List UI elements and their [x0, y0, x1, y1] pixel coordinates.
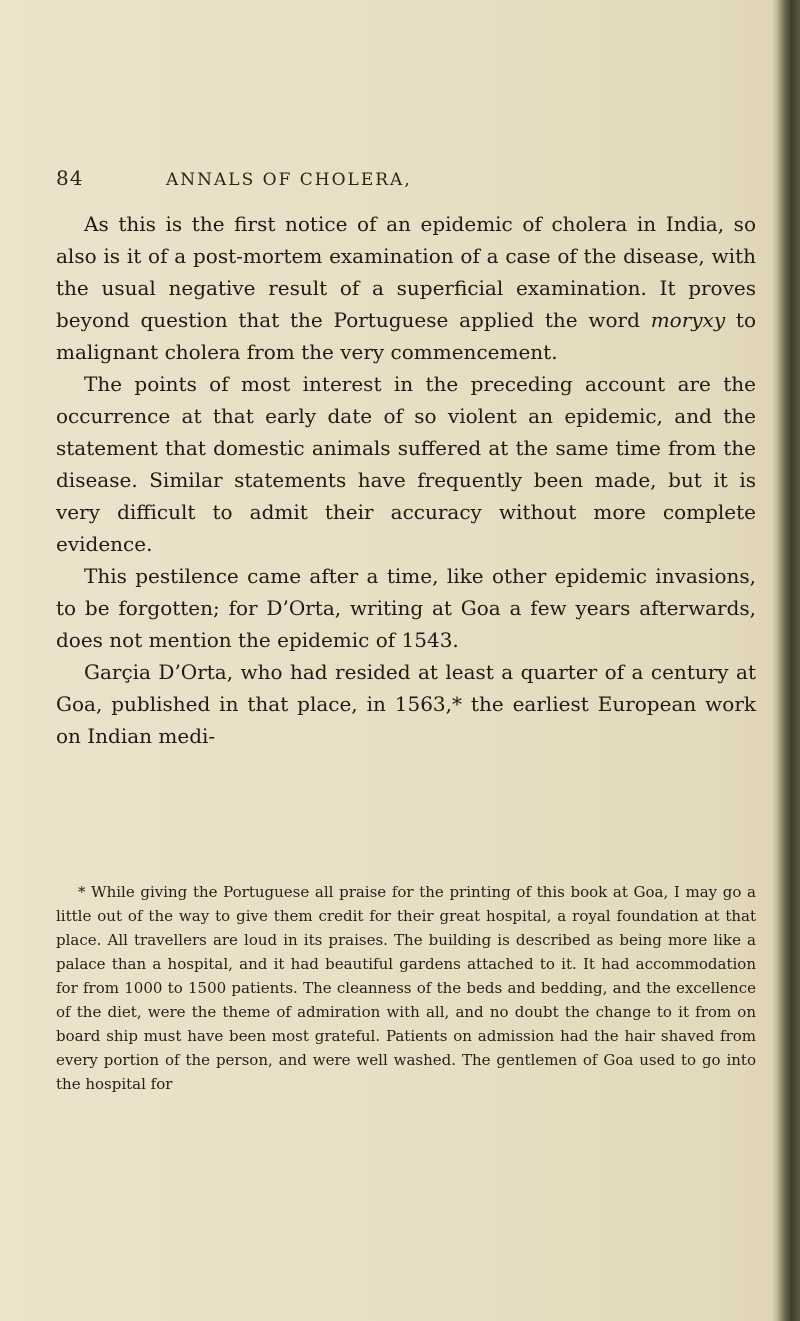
paragraph-1-italic-term: moryxy	[650, 308, 726, 332]
main-text	[56, 208, 756, 752]
running-head: ANNALS OF CHOLERA,	[166, 170, 412, 190]
book-spine	[778, 0, 800, 1321]
page-header	[56, 166, 756, 198]
paragraph-3: This pestilence came after a time, like other epidemic invasions, to be forgotten; for D’Orta, writing at Goa a few years afterwards, does not mention the epidemic of 1543.	[56, 564, 756, 652]
paragraph-1-text-start: As this is the first notice of an epidemic of cholera in India, so also is it of a post-mortem examination of a case of the disease, with the usual negative result of a superficial examination. It proves beyond question that the Portuguese applied the word	[56, 212, 756, 332]
paragraph-4: Garçia D’Orta, who had resided at least a quarter of a century at Goa, published in that place, in 1563,* the earliest European work on Indian medi-	[56, 660, 756, 748]
paragraph-1-text-end: to malignant cholera from the very commencement.	[56, 308, 756, 364]
paragraph-1	[56, 208, 756, 368]
paragraph-2: The points of most interest in the preceding account are the occurrence at that early date of so violent an epidemic, and the statement that domestic animals suffered at the same time from the disease. Similar statements have frequently been made, but it is very difficult to admit their accuracy without more complete evidence.	[56, 372, 756, 556]
footnote: * While giving the Portuguese all praise for the printing of this book at Goa, I may go a little out of the way to give them credit for their great hospital, a royal foundation at that place. All travellers are loud in its praises. The building is described as being more like a palace than a hospital, and it had beautiful gardens attached to it. It had accommodation for from 1000 to 1500 patients. The cleanness of the beds and bedding, and the excellence of the diet, were the theme of admiration with all, and no doubt the change to it from on board ship must have been most grateful. Patients on admission had the hair shaved from every portion of the person, and were well washed. The gentlemen of Goa used to go into the hospital for	[56, 883, 756, 1093]
page-number: 84	[56, 166, 84, 190]
